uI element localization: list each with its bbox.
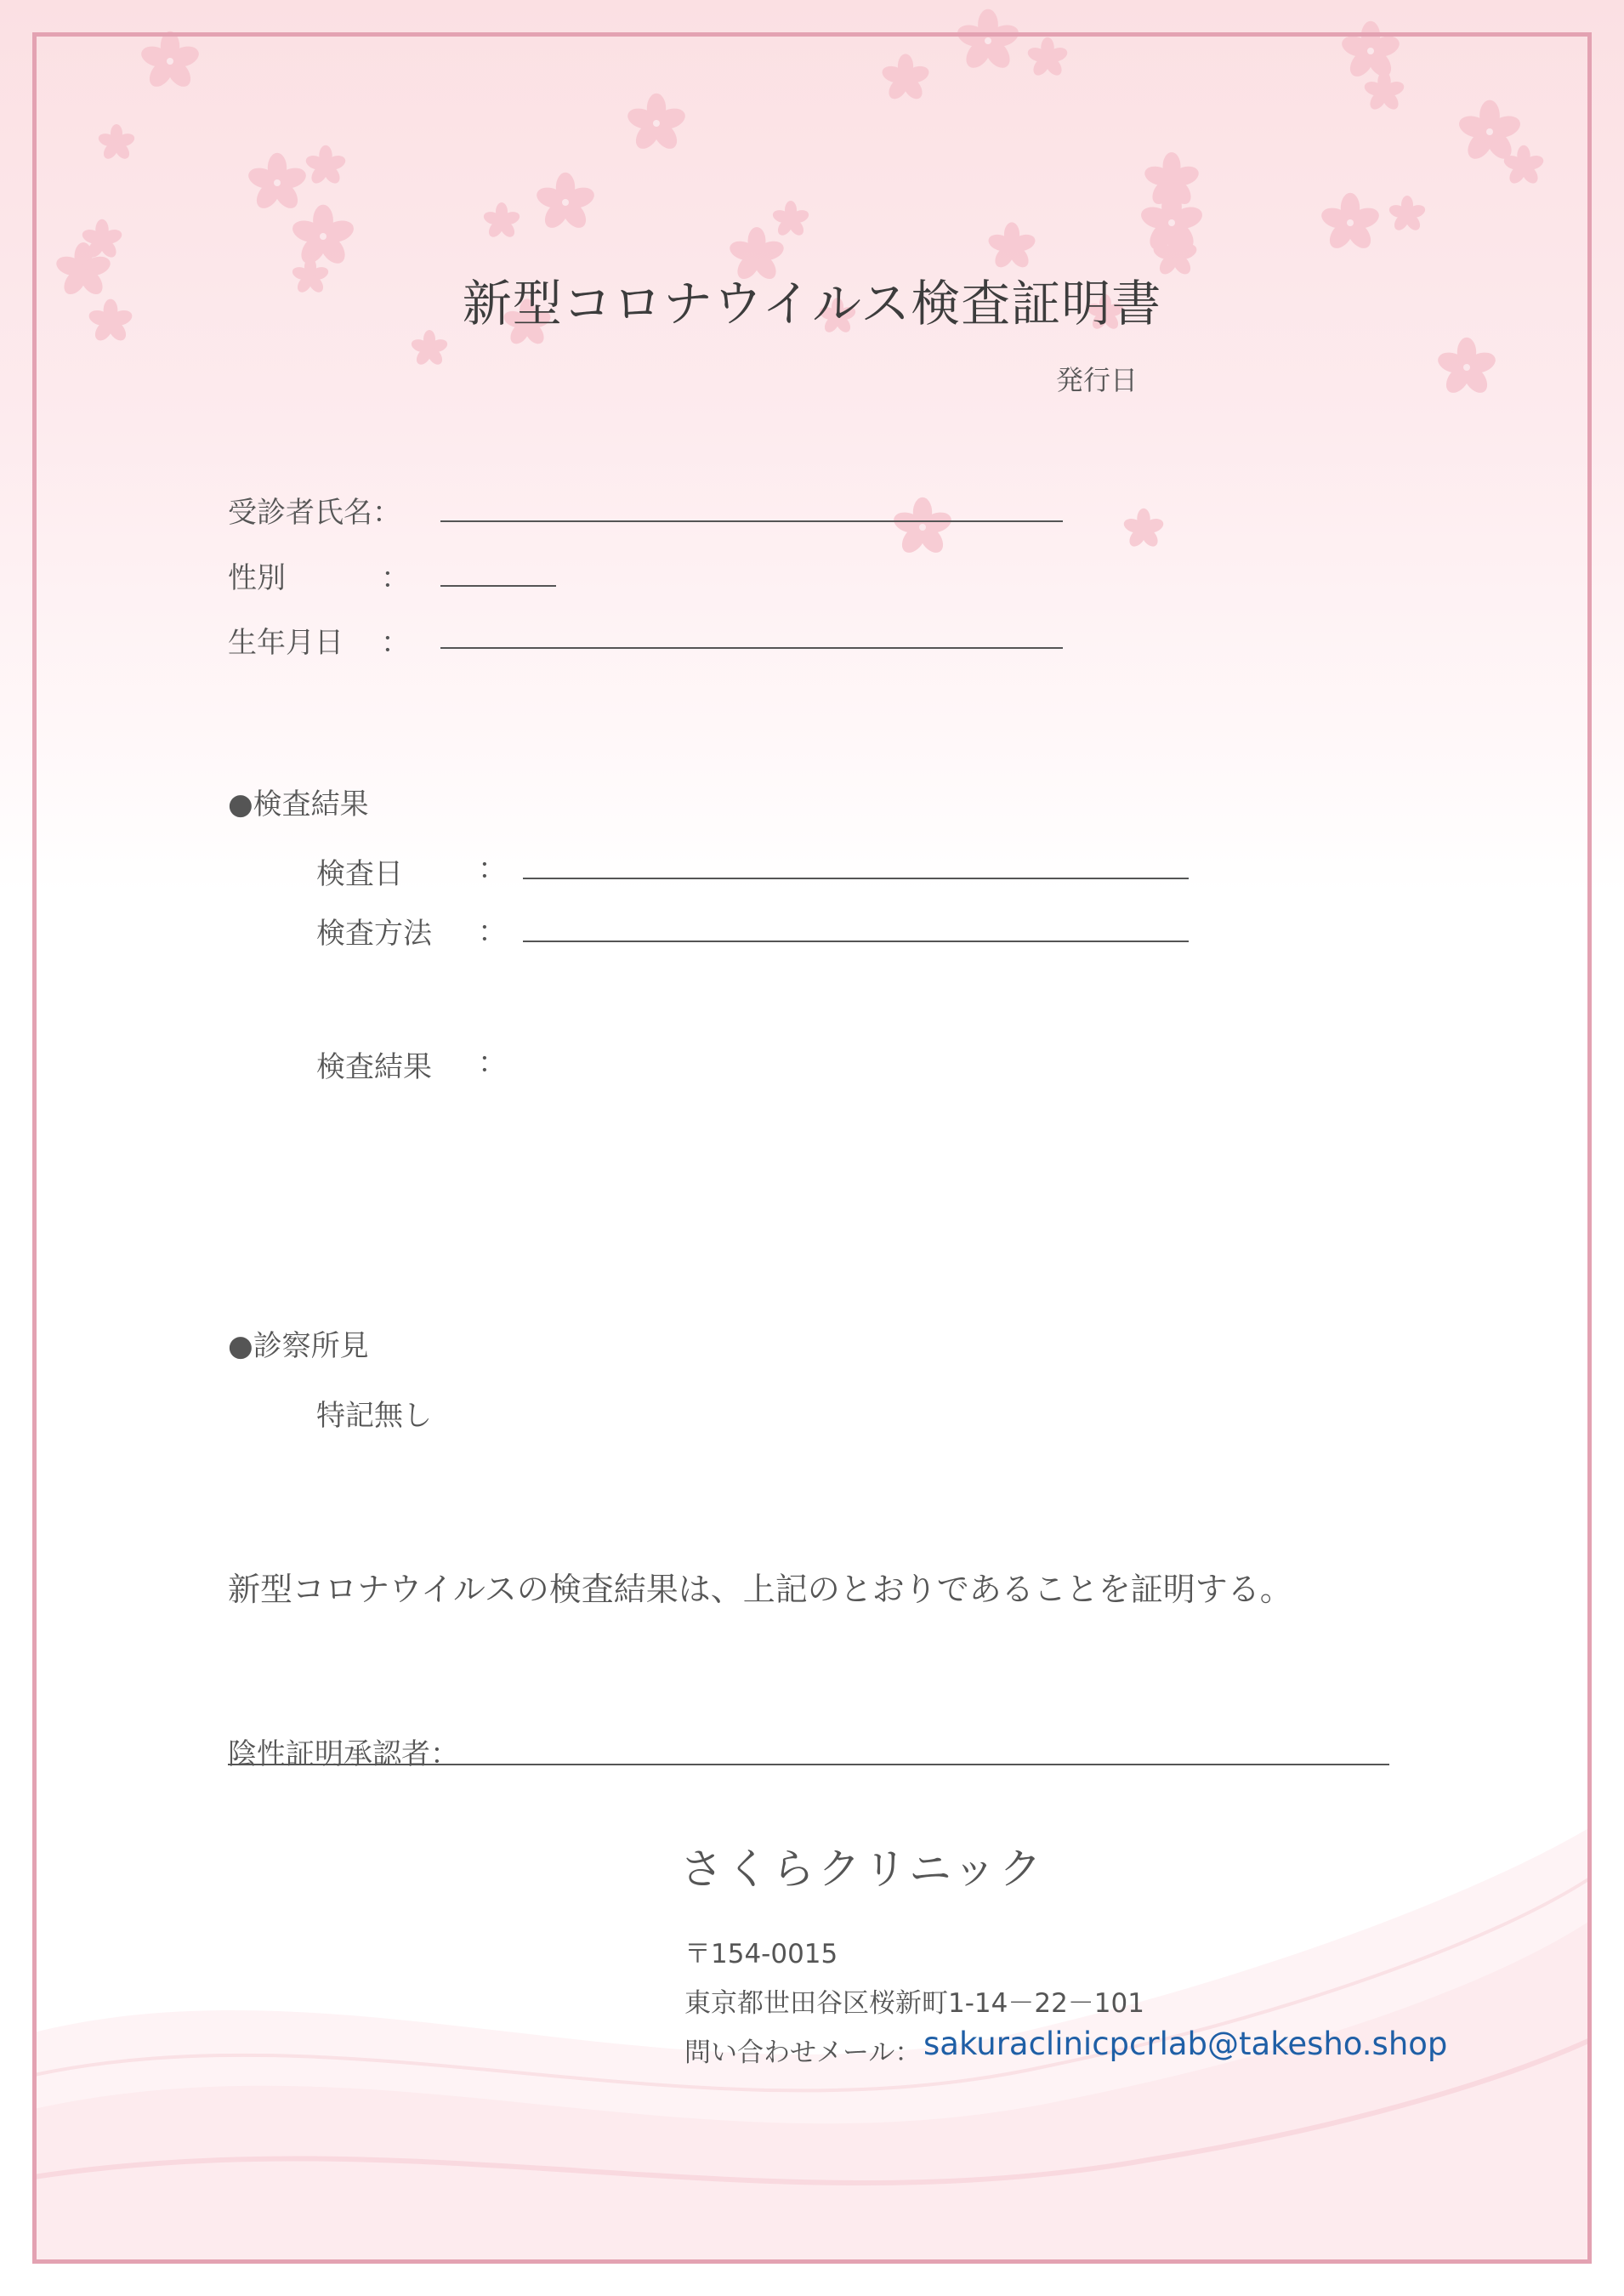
patient-sex-colon: ： (381, 561, 410, 595)
patient-dob-colon: ： (381, 626, 410, 660)
issue-date-label: 発行日 (1056, 364, 1139, 396)
patient-sex-line (440, 585, 556, 587)
patient-sex-label: 性別 (228, 561, 286, 595)
test-method-colon: ： (478, 915, 507, 949)
findings-heading: ●診察所見 (228, 1329, 369, 1363)
test-date-label: 検査日 (316, 857, 403, 891)
patient-name-line (440, 520, 1063, 522)
test-result-label: 検査結果 (316, 1050, 432, 1084)
clinic-name: さくらクリニック (680, 1844, 1045, 1894)
contact-email-label: 問い合わせメール： (684, 2037, 922, 2068)
test-result-colon: ： (478, 1046, 507, 1080)
document-title: 新型コロナウイルス検査証明書 (462, 275, 1162, 332)
test-method-label: 検査方法 (316, 917, 432, 951)
test-date-colon: ： (478, 852, 507, 886)
approver-label: 陰性証明承認者： (228, 1737, 459, 1771)
page-border (32, 32, 1592, 2264)
approver-line (228, 1764, 1389, 1765)
clinic-postal-code: 〒154-0015 (684, 1939, 838, 1969)
patient-name-label: 受診者氏名： (228, 496, 401, 530)
clinic-address: 東京都世田谷区桜新町1-14－22－101 (684, 1988, 1144, 2019)
test-date-line (523, 878, 1189, 879)
certification-statement: 新型コロナウイルスの検査結果は、上記のとおりであることを証明する。 (228, 1571, 1292, 1608)
findings-text: 特記無し (316, 1399, 432, 1433)
patient-dob-label: 生年月日 (228, 626, 344, 660)
patient-dob-line (440, 647, 1063, 649)
test-results-heading: ●検査結果 (228, 787, 369, 821)
contact-email-link[interactable]: sakuraclinicpcrlab@takesho.shop (923, 2026, 1448, 2062)
test-method-line (523, 941, 1189, 942)
